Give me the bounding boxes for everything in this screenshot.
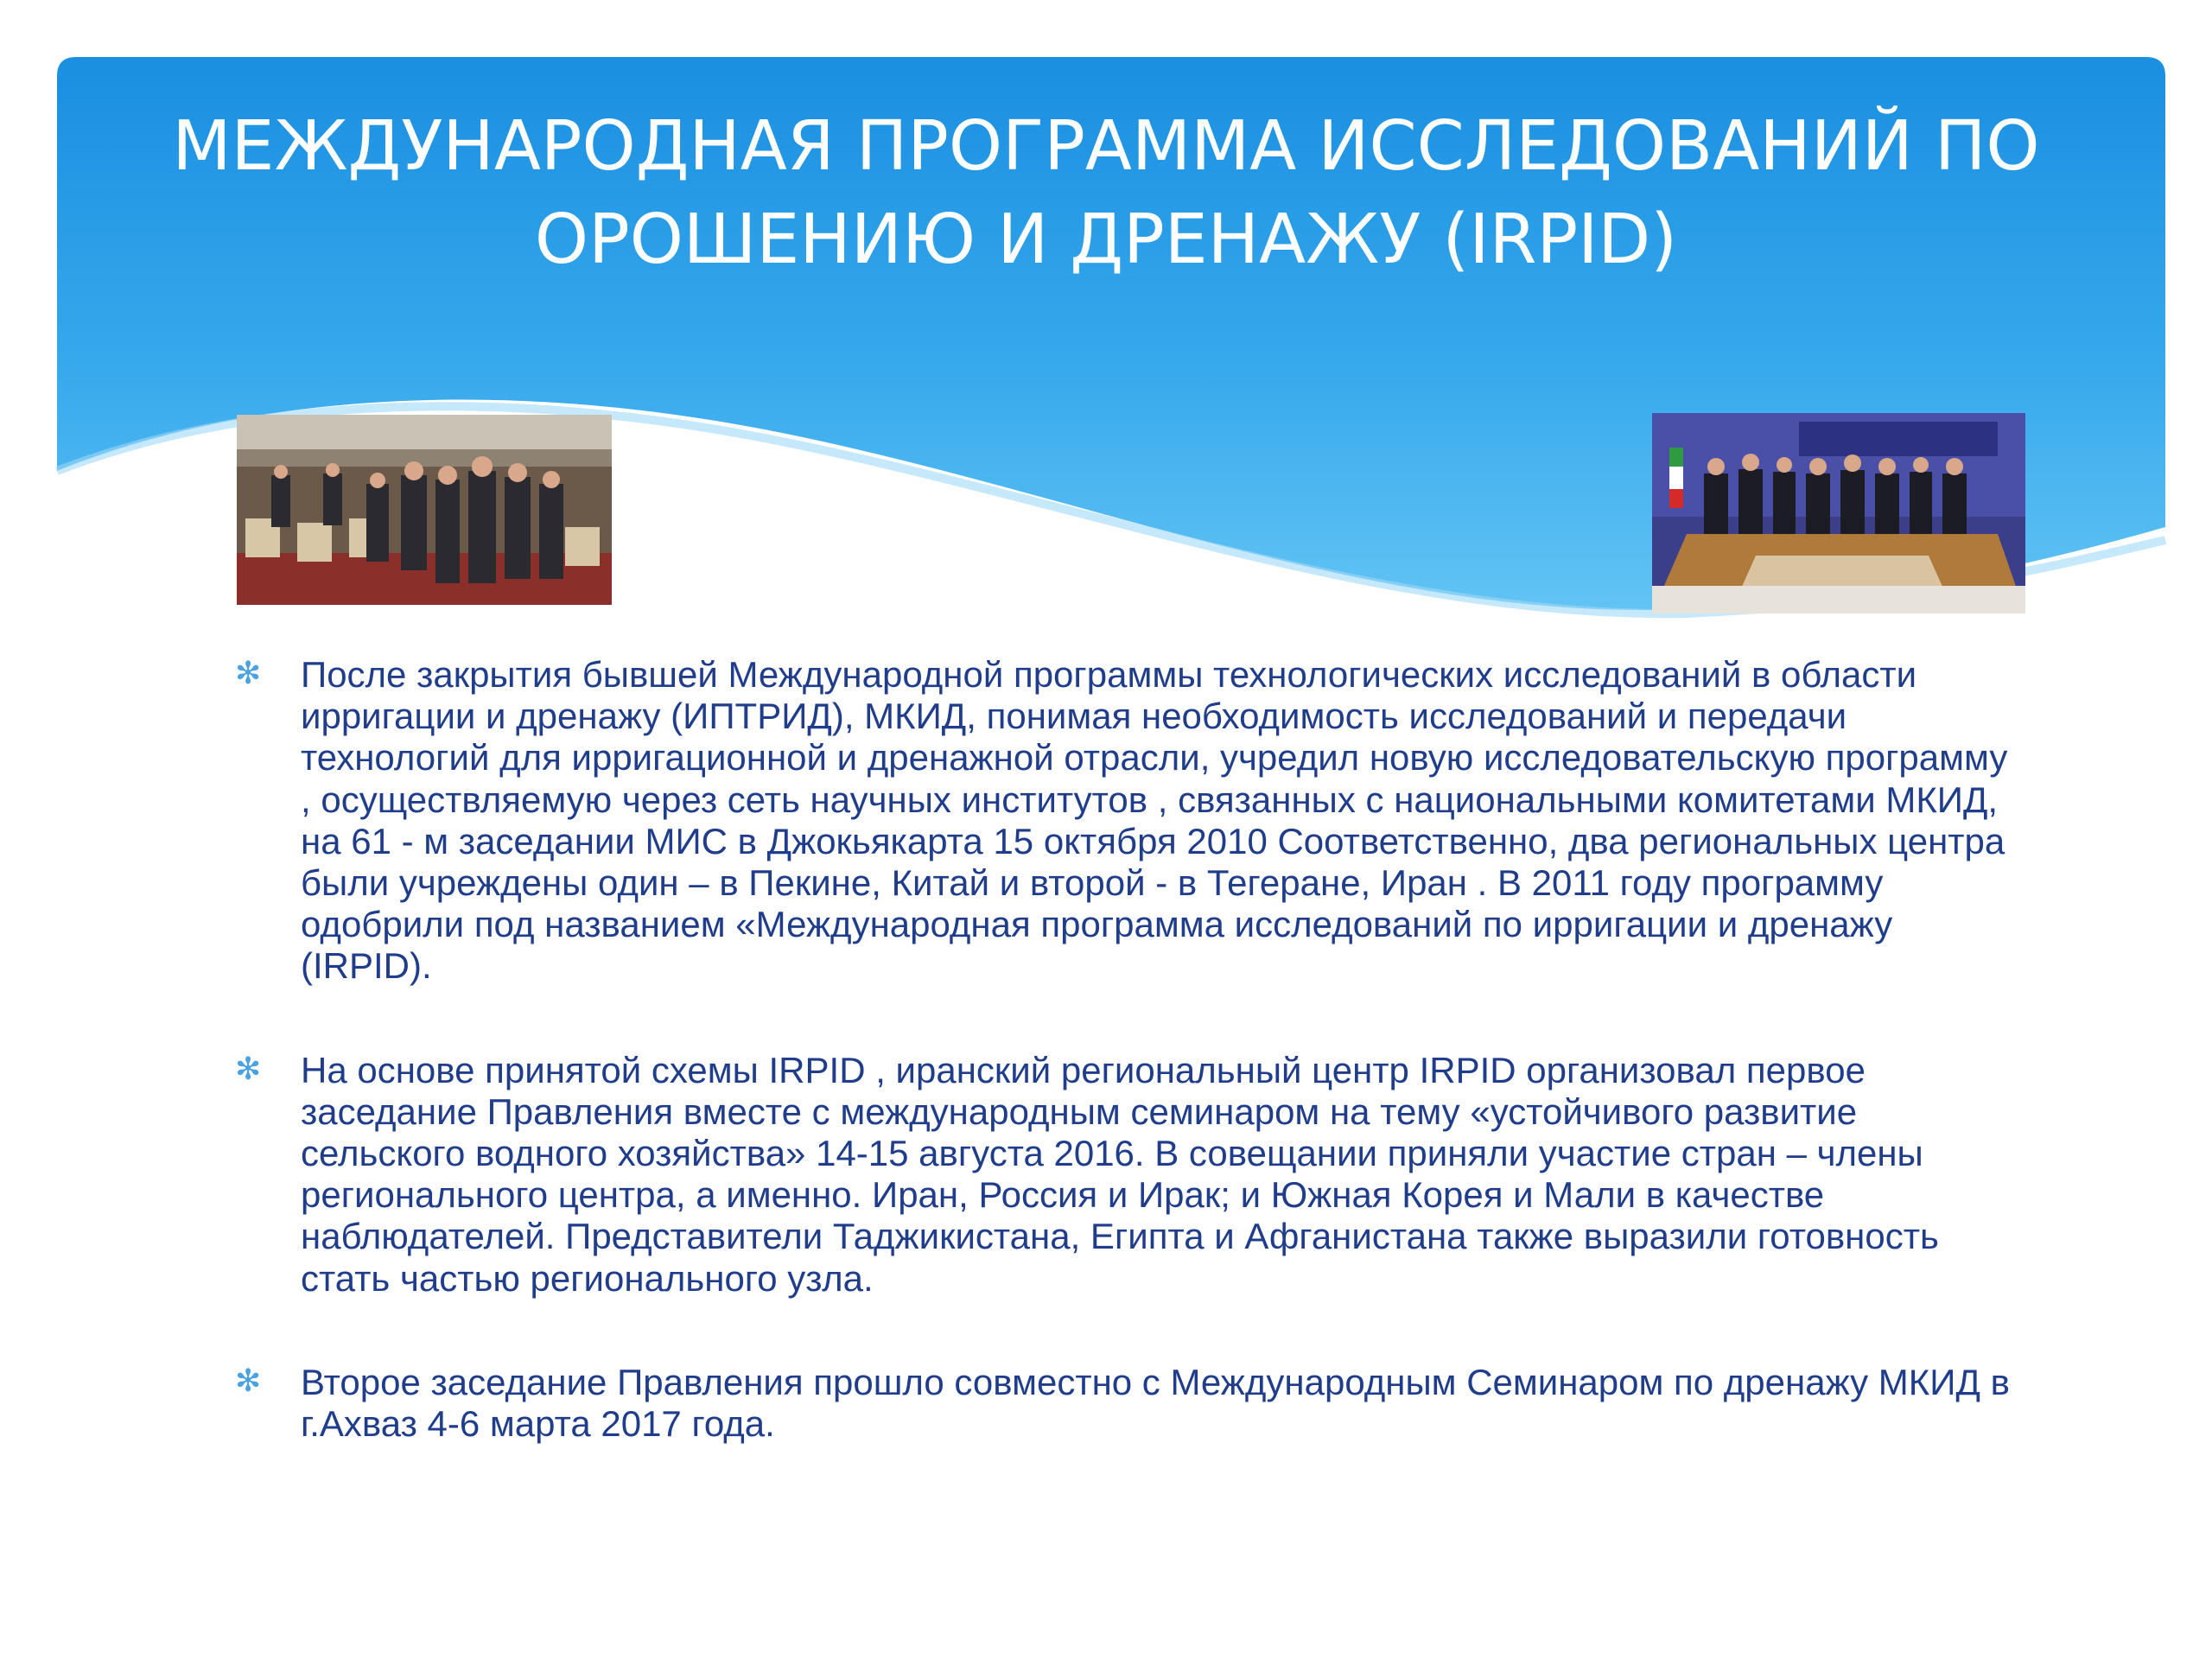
bullet-text: Второе заседание Правления прошло совместно с Международным Семинаром по дренажу МКИД в г.Ахваз 4-6 марта 2017 года. — [301, 1361, 2010, 1445]
conference-audience-photo — [237, 415, 612, 605]
asterisk-bullet-icon: ✻ — [235, 1050, 262, 1086]
meeting-table-photo — [1652, 413, 2025, 613]
bullet-item — [226, 1050, 2015, 1300]
asterisk-bullet-icon: ✻ — [235, 655, 262, 690]
bullet-text: После закрытия бывшей Международной программы технологических исследований в области ирригации и дренажу (ИПТРИД), МКИД, понимая необходимость исследований и передачи технологий для ирригационной и дренажной отрасли, учредил новую исследовательскую программу , осуществляемую через сеть научных институтов , связанных с национальными комитетами МКИД, на 61 - м заседании МИС в Джокьякарта 15 октября 2010 Соответственно, два региональных центра были учреждены один – в Пекине, Китай и второй - в Тегеране, Иран . В 2011 году программу одобрили под названием «Международная программа исследований по ирригации и дренажу (IRPID). — [301, 654, 2008, 987]
bullet-item — [226, 1362, 2015, 1445]
bullet-list — [226, 654, 2015, 1507]
bullet-text: На основе принятой схемы IRPID , иранский региональный центр IRPID организовал первое заседание Правления вместе с международным семинаром на тему «устойчивого развитие сельского водного хозяйства» 14-15 августа 2016. В совещании приняли участие стран – члены регионального центра, а именно. Иран, Россия и Ирак; и Южная Корея и Мали в качестве наблюдателей. Представители Таджикистана, Египта и Афганистана также выразили готовность стать частью регионального узла. — [301, 1049, 1939, 1299]
asterisk-bullet-icon: ✻ — [235, 1362, 262, 1398]
bullet-item — [226, 654, 2015, 988]
slide-title: МЕЖДУНАРОДНАЯ ПРОГРАММА ИССЛЕДОВАНИЙ ПО ОРОШЕНИЮ И ДРЕНАЖУ (IRPID) — [172, 106, 2040, 279]
